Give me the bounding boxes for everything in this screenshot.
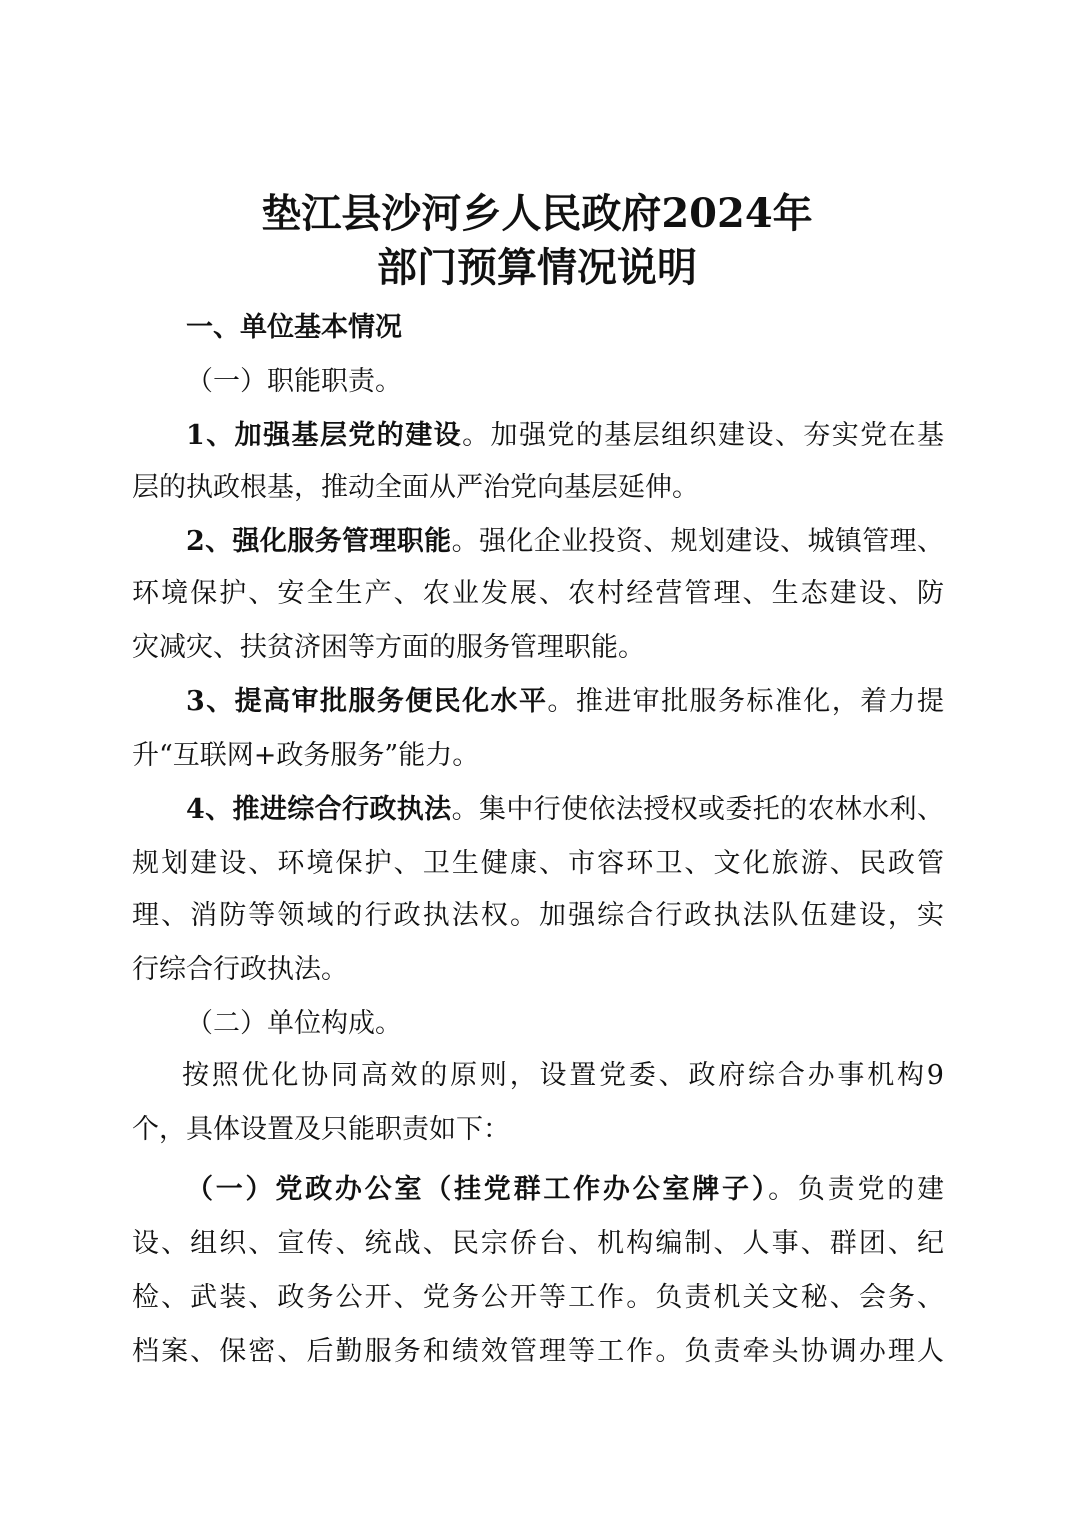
- item2-text-l2: 环境保护、安全生产、农业发展、农村经营管理、生态建设、防: [132, 578, 944, 609]
- office1-text-l2: 设、组织、宣传、统战、民宗侨台、机构编制、人事、群团、纪: [132, 1228, 944, 1259]
- office1-text-l3: 检、武装、政务公开、党务公开等工作。负责机关文秘、会务、: [132, 1282, 944, 1313]
- item4-text-l3: 理、消防等领域的行政执法权。加强综合行政执法队伍建设，实: [132, 900, 944, 931]
- item3-lead: 3、提高审批服务便民化水平: [186, 686, 548, 717]
- document-title-line2: 部门预算情况说明: [377, 244, 697, 291]
- subsection2-heading: （二）单位构成。: [186, 1008, 402, 1039]
- office1-lead: （一）党政办公室（挂党群工作办公室牌子）: [186, 1174, 769, 1205]
- section1-heading: 一、单位基本情况: [186, 312, 402, 343]
- office1-text-l1: 。负责党的建: [768, 1174, 945, 1205]
- item2-text-l1: 。强化企业投资、规划建设、城镇管理、: [451, 526, 945, 557]
- office1-line1: [186, 1172, 944, 1208]
- item1-lead: 1、加强基层党的建设: [186, 420, 463, 451]
- units-para-l2: 个，具体设置及只能职责如下：: [132, 1114, 510, 1145]
- item4-line1: [186, 792, 944, 828]
- subsection1-heading: （一）职能职责。: [186, 366, 402, 397]
- units-para-l1: 按照优化协同高效的原则，设置党委、政府综合办事机构9: [182, 1060, 944, 1091]
- item1-text-l2: 层的执政根基，推动全面从严治党向基层延伸。: [132, 472, 699, 503]
- item2-line1: [186, 524, 944, 560]
- item2-lead: 2、强化服务管理职能: [186, 526, 452, 557]
- item4-lead: 4、推进综合行政执法: [186, 794, 452, 825]
- item3-line1: [186, 684, 944, 720]
- item1-line1: [186, 418, 944, 454]
- item4-text-l4: 行综合行政执法。: [132, 954, 348, 985]
- item2-text-l3: 灾减灾、扶贫济困等方面的服务管理职能。: [132, 632, 645, 663]
- office1-text-l4: 档案、保密、后勤服务和绩效管理等工作。负责牵头协调办理人: [132, 1336, 944, 1367]
- item4-text-l2: 规划建设、环境保护、卫生健康、市容环卫、文化旅游、民政管: [132, 848, 944, 879]
- item1-text-l1: 。加强党的基层组织建设、夯实党在基: [462, 420, 945, 451]
- item3-text-l1: 。推进审批服务标准化，着力提: [547, 686, 944, 717]
- item4-text-l1: 。集中行使依法授权或委托的农林水利、: [451, 794, 945, 825]
- item3-text-l2: 升“互联网+政务服务”能力。: [132, 740, 480, 771]
- document-title-line1: 垫江县沙河乡人民政府2024年: [261, 190, 813, 237]
